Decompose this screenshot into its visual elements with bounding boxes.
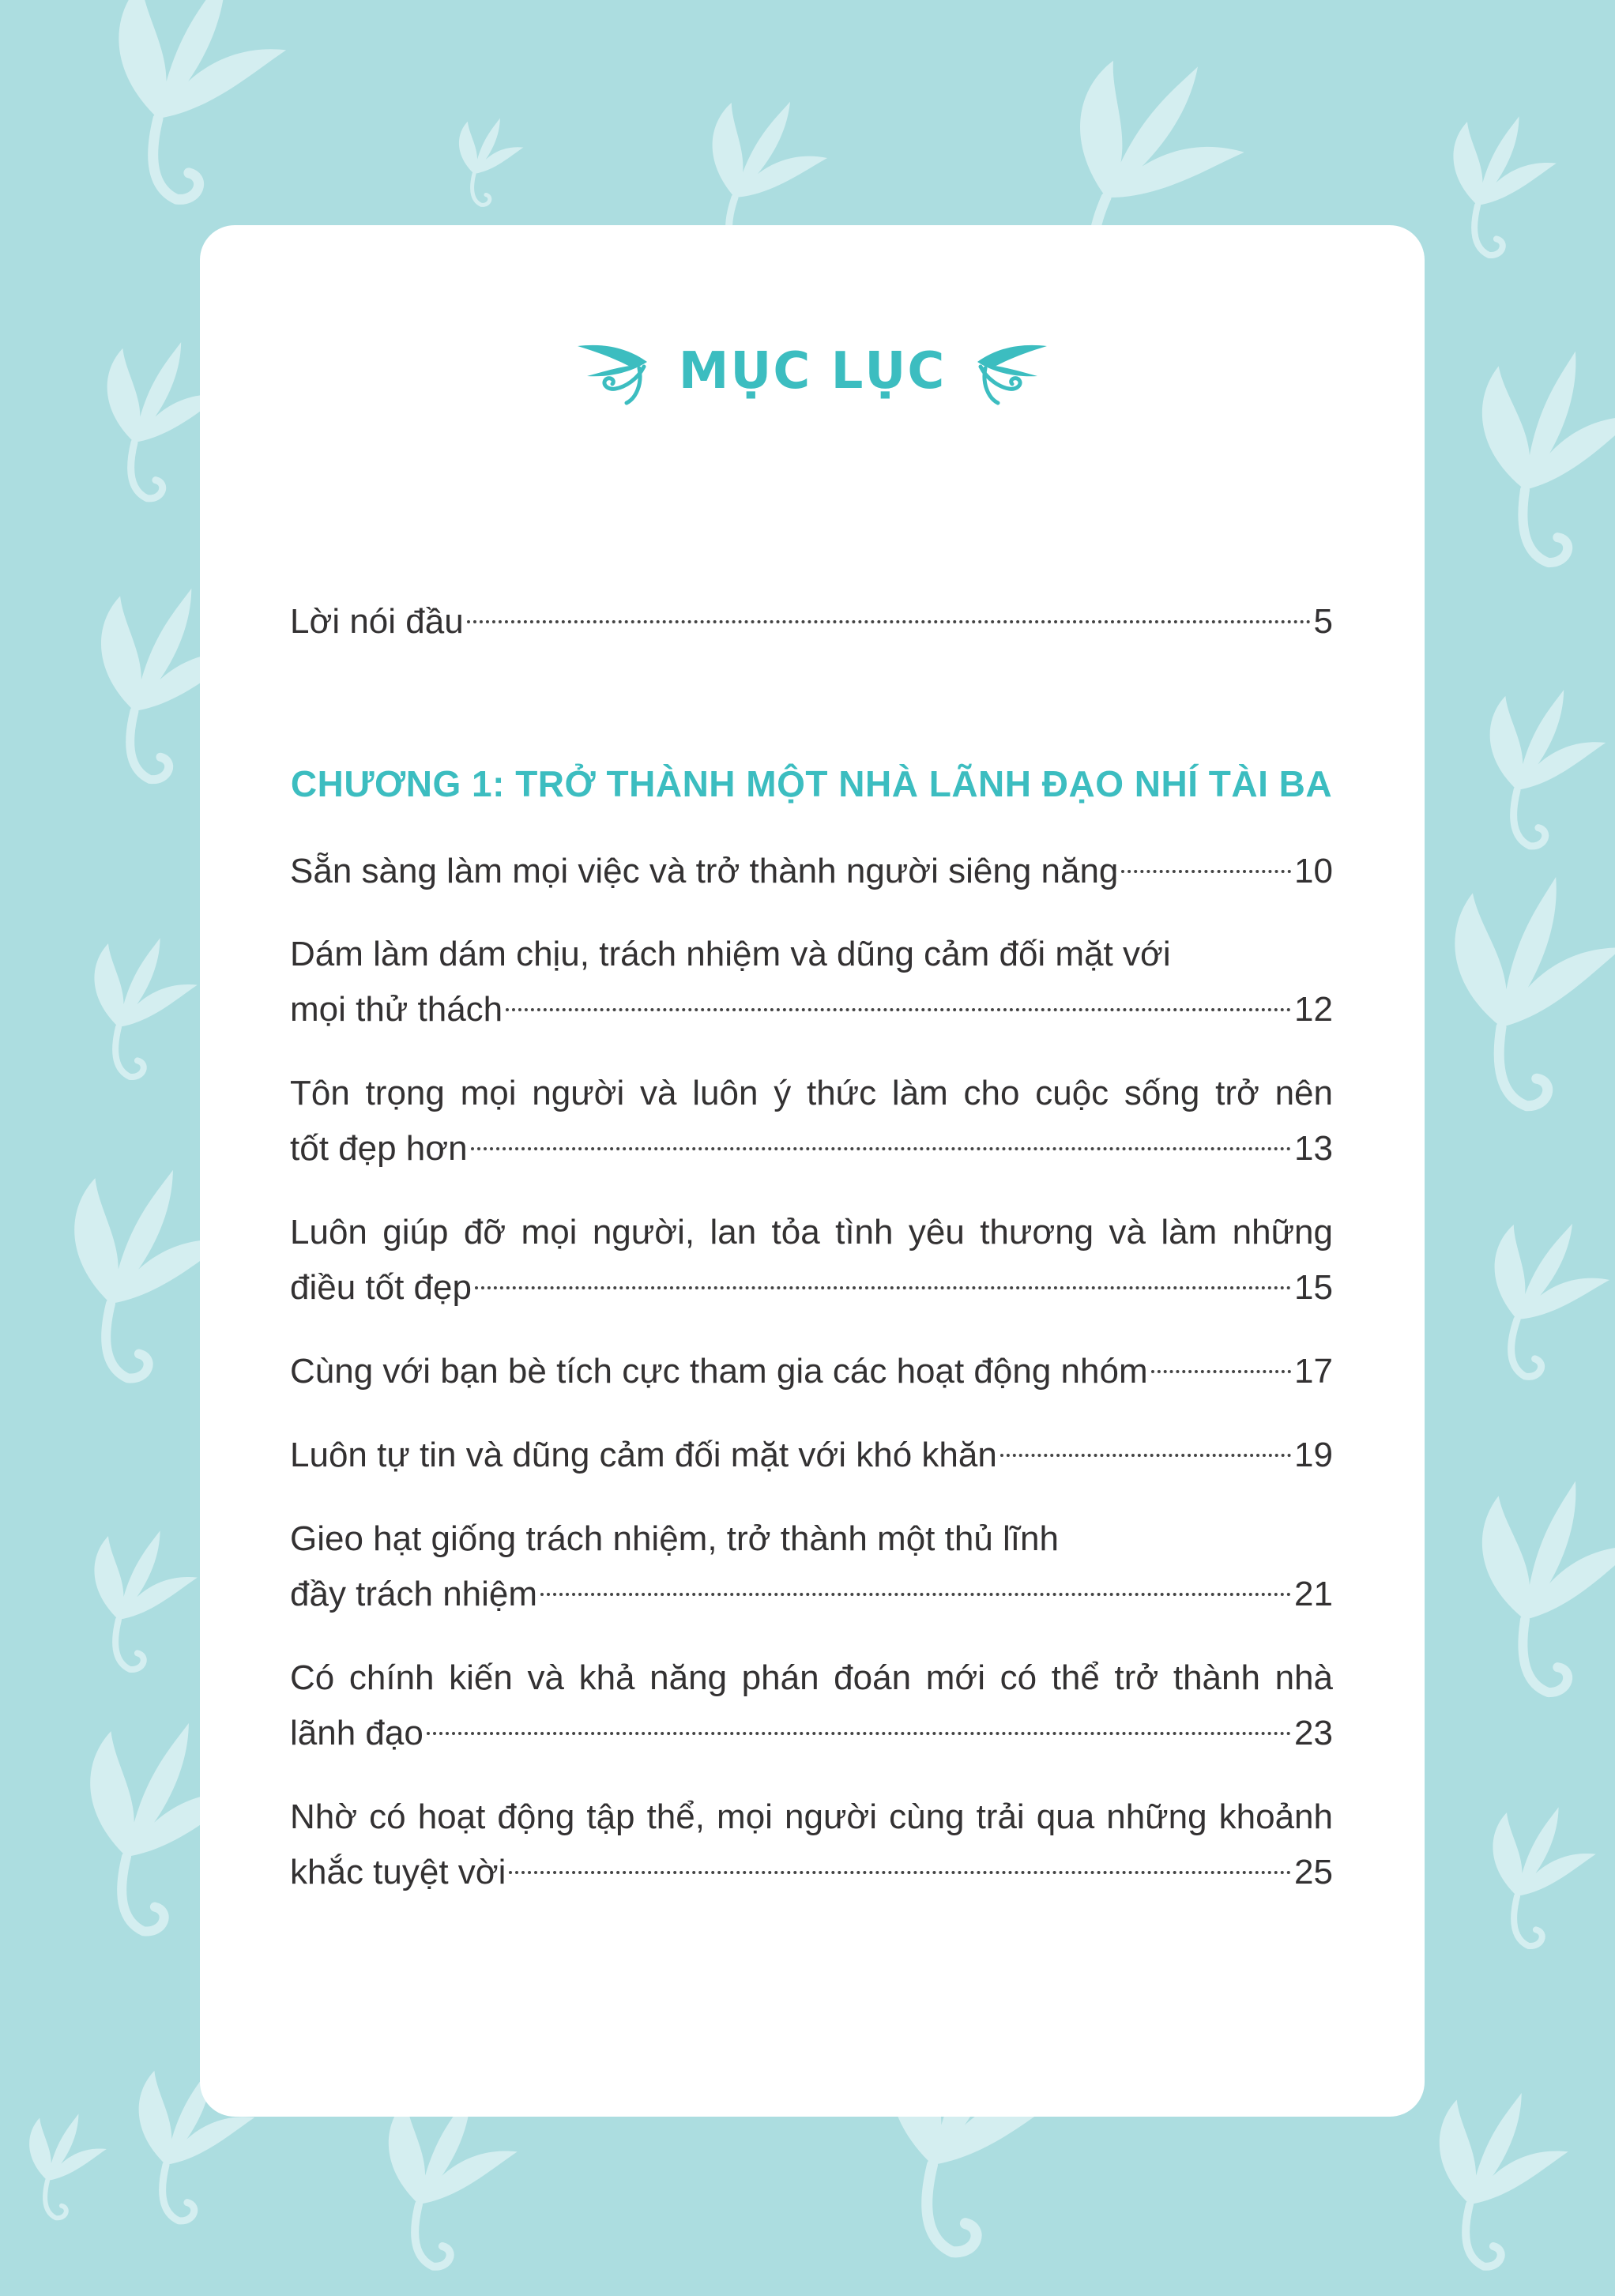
leader-dots (467, 620, 1311, 623)
toc-entry-label-line2: tốt đẹp hơn (290, 1129, 468, 1168)
leader-dots (1121, 870, 1291, 873)
toc-entry-label-line2: khắc tuyệt vời (290, 1853, 506, 1891)
background-leaf-icon (1437, 98, 1579, 259)
chapter-heading: CHƯƠNG 1: TRỞ THÀNH MỘT NHÀ LÃNH ĐẠO NHÍ TÀI BA (290, 763, 1333, 804)
background-leaf-icon (1425, 845, 1615, 1113)
background-leaf-icon (1471, 669, 1615, 850)
toc-page-number: 21 (1294, 1575, 1333, 1613)
toc-entry-label: Luôn tự tin và dũng cảm đối mặt với khó khăn (290, 1436, 997, 1474)
toc-entry-label-line1: Gieo hạt giống trách nhiệm, trở thành một thủ lĩnh (290, 1519, 1059, 1558)
background-leaf-icon (1479, 1204, 1615, 1379)
background-leaf-icon (1455, 322, 1615, 570)
toc-entry-label-line2: đầy trách nhiệm (290, 1575, 538, 1613)
background-leaf-icon (17, 2100, 123, 2221)
toc-page-number: 10 (1294, 852, 1333, 890)
leader-dots (1000, 1454, 1291, 1457)
leader-dots (471, 1147, 1291, 1150)
toc-entry[interactable] (290, 1066, 1333, 1176)
toc-entry-label-line2: mọi thử thách (290, 990, 503, 1029)
toc-entry[interactable] (290, 1511, 1333, 1622)
toc-entry[interactable] (290, 927, 1333, 1037)
background-leaf-icon (78, 1512, 220, 1673)
toc-page-number: 15 (1294, 1268, 1333, 1307)
page-title: MỤC LỤC (678, 342, 947, 401)
toc-entry-label: Lời nói đầu (290, 602, 464, 641)
toc-entry[interactable] (290, 1205, 1333, 1315)
toc-entry-label-line1: Dám làm dám chịu, trách nhiệm và dũng cảm đối mặt với (290, 935, 1171, 973)
toc-entry[interactable] (290, 1344, 1333, 1399)
leader-dots (475, 1286, 1291, 1289)
toc-entry-label-line2: lãnh đạo (290, 1714, 424, 1752)
toc-entry-label: Sẵn sàng làm mọi việc và trở thành người siêng năng (290, 852, 1119, 890)
background-leaf-icon (1455, 1452, 1615, 1699)
background-leaf-icon (78, 920, 220, 1081)
background-leaf-icon (92, 0, 322, 205)
toc-page-number: 12 (1294, 990, 1333, 1029)
background-leaf-icon (1477, 1789, 1615, 1950)
toc-entry[interactable] (290, 1428, 1333, 1483)
toc-page-number: 23 (1294, 1714, 1333, 1752)
toc-entry-label-line1: Có chính kiến và khả năng phán đoán mới có thể trở thành nhà (290, 1658, 1333, 1697)
toc-entry-preface[interactable] (290, 594, 1333, 649)
toc-page-number: 19 (1294, 1436, 1333, 1474)
toc-entry-label-line2: điều tốt đẹp (290, 1268, 472, 1307)
toc-entry[interactable] (290, 1790, 1333, 1900)
leaf-ornament-right-icon (969, 332, 1064, 411)
toc-entry[interactable] (290, 1650, 1333, 1761)
toc-entry-label-line1: Tôn trọng mọi người và luôn ý thức làm cho cuộc sống trở nên (290, 1074, 1333, 1112)
leader-dots (540, 1593, 1291, 1596)
leader-dots (509, 1871, 1291, 1874)
background-leaf-icon (1419, 2070, 1596, 2272)
toc-entry-label-line1: Nhờ có hoạt động tập thể, mọi người cùng trải qua những khoảnh (290, 1797, 1333, 1836)
toc-entry-label-line1: Luôn giúp đỡ mọi người, lan tỏa tình yêu thương và làm những (290, 1213, 1333, 1252)
leader-dots (1151, 1370, 1291, 1373)
toc-entry-label: Cùng với bạn bè tích cực tham gia các hoạt động nhóm (290, 1352, 1148, 1391)
title-row (200, 328, 1425, 415)
leader-dots (427, 1732, 1291, 1735)
leader-dots (506, 1008, 1291, 1011)
toc-page-number: 13 (1294, 1129, 1333, 1168)
background-leaf-icon (449, 107, 537, 207)
toc-page-number: 25 (1294, 1853, 1333, 1891)
leaf-ornament-left-icon (560, 332, 655, 411)
toc-entry[interactable] (290, 844, 1333, 899)
table-of-contents-card (200, 225, 1425, 2117)
toc-page-number: 17 (1294, 1352, 1333, 1391)
toc-page-number: 5 (1313, 602, 1333, 641)
